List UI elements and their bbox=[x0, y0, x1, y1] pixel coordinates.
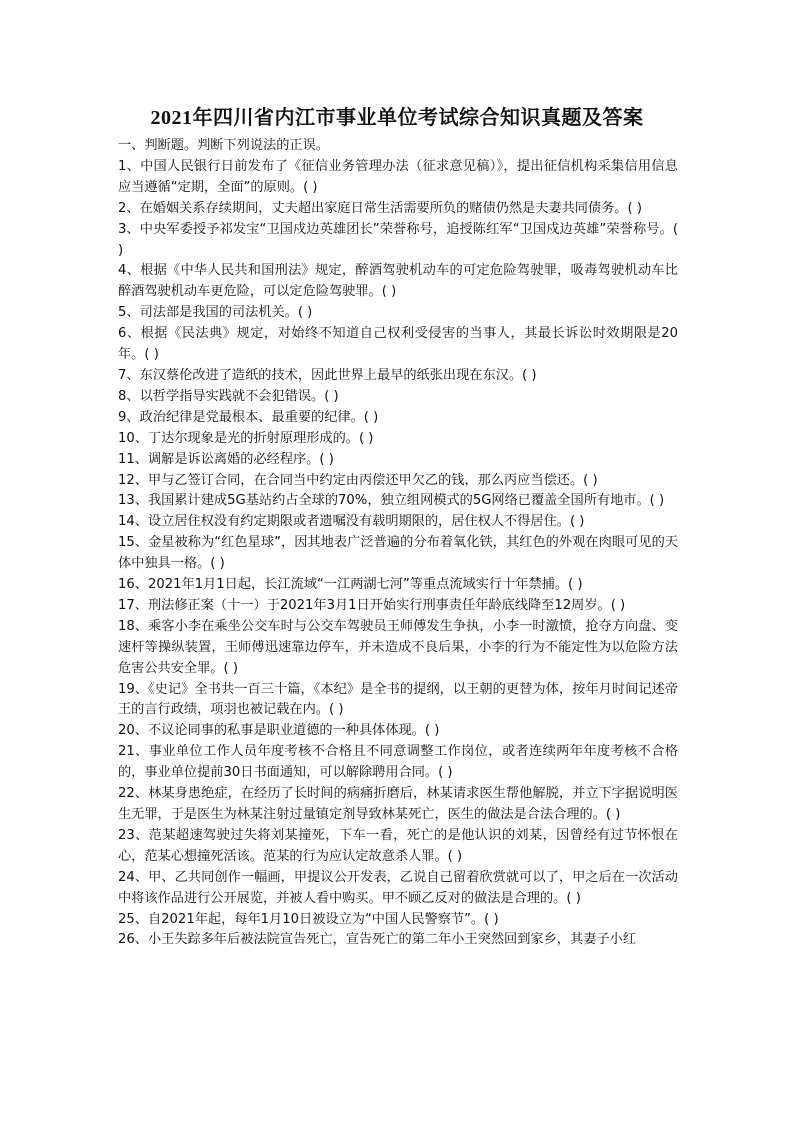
question-14: 14、设立居住权没有约定期限或者遗嘱没有载明期限的，居住权人不得居住。( ) bbox=[118, 514, 585, 530]
question-7: 7、东汉蔡伦改进了造纸的技术，因此世界上最早的纸张出现在东汉。( ) bbox=[118, 367, 537, 383]
question-19: 19、《史记》全书共一百三十篇，《本纪》是全书的提纲，以王朝的更替为体，按年月时间记述帝王的言行政绩，项羽也被记载在内。( ) bbox=[118, 681, 678, 718]
question-16: 16、2021年1月1日起，长江流域“一江两湖七河”等重点流域实行十年禁捕。( ) bbox=[118, 577, 583, 593]
question-26: 26、小王失踪多年后被法院宣告死亡，宣告死亡的第二年小王突然回到家乡，其妻子小红 bbox=[118, 932, 636, 948]
question-13: 13、我国累计建成5G基站约占全球的70%，独立组网模式的5G网络已覆盖全国所有地市。( ) bbox=[118, 493, 665, 509]
question-25: 25、自2021年起，每年1月10日被设立为“中国人民警察节”。( ) bbox=[118, 911, 499, 927]
question-6: 6、根据《民法典》规定，对始终不知道自己权利受侵害的当事人，其最长诉讼时效期限是20年。( ) bbox=[118, 326, 678, 363]
question-23: 23、范某超速驾驶过失将刘某撞死，下车一看，死亡的是他认识的刘某，因曾经有过节怀恨在心，范某心想撞死活该。范某的行为应认定故意杀人罪。( ) bbox=[118, 827, 678, 864]
question-9: 9、政治纪律是党最根本、最重要的纪律。( ) bbox=[118, 409, 379, 425]
question-15: 15、金星被称为“红色星球”，因其地表广泛普遍的分布着氧化铁，其红色的外观在肉眼可见的天体中独具一格。( ) bbox=[118, 535, 678, 572]
question-22: 22、林某身患绝症，在经历了长时间的病痛折磨后，林某请求医生帮他解脱，并立下字据说明医生无罪，于是医生为林某注射过量镇定剂导致林某死亡，医生的做法是合法合理的。( ) bbox=[118, 786, 678, 822]
question-2: 2、在婚姻关系存续期间，丈夫超出家庭日常生活需要所负的赌债仍然是夫妻共同债务。( ) bbox=[118, 200, 642, 216]
question-8: 8、以哲学指导实践就不会犯错误。( ) bbox=[118, 388, 339, 404]
question-21: 21、事业单位工作人员年度考核不合格且不同意调整工作岗位，或者连续两年年度考核不合格的，事业单位提前30日书面通知，可以解除聘用合同。( ) bbox=[118, 744, 678, 781]
question-5: 5、司法部是我国的司法机关。( ) bbox=[118, 305, 313, 321]
document-body bbox=[118, 136, 678, 951]
question-4: 4、根据《中华人民共和国刑法》规定，醉酒驾驶机动车的可定危险驾驶罪，吸毒驾驶机动车比醉酒驾驶机动车更危险，可以定危险驾驶罪。( ) bbox=[118, 263, 678, 300]
question-17: 17、刑法修正案（十一）于2021年3月1日开始实行刑事责任年龄底线降至12周岁。( ) bbox=[118, 597, 626, 613]
question-20: 20、不议论同事的私事是职业道德的一种具体体现。( ) bbox=[118, 723, 440, 739]
section-heading: 一、判断题。判断下列说法的正误。 bbox=[118, 138, 329, 153]
question-1: 1、中国人民银行日前发布了《征信业务管理办法（征求意见稿）》，提出征信机构采集信用信息应当遵循“定期，全面”的原则。( ) bbox=[118, 158, 678, 195]
question-11: 11、调解是诉讼离婚的必经程序。( ) bbox=[118, 451, 334, 467]
question-18: 18、乘客小李在乘坐公交车时与公交车驾驶员王师傅发生争执，小李一时激愤，抢夺方向盘、变速杆等操纵装置，王师傅迅速靠边停车，并未造成不良后果，小李的行为不能定性为以危险方法危害公共安全罪。( ) bbox=[118, 618, 678, 676]
question-10: 10、丁达尔现象是光的折射原理形成的。( ) bbox=[118, 430, 374, 446]
question-3: 3、中央军委授予祁发宝“卫国戍边英雄团长”荣誉称号，追授陈红军“卫国戍边英雄”荣誉称号。( ) bbox=[118, 221, 678, 258]
document-title: 2021年四川省内江市事业单位考试综合知识真题及答案 bbox=[150, 107, 644, 129]
question-12: 12、甲与乙签订合同，在合同当中约定由丙偿还甲欠乙的钱，那么丙应当偿还。( ) bbox=[118, 472, 598, 488]
question-24: 24、甲、乙共同创作一幅画，甲提议公开发表，乙说自己留着欣赏就可以了，甲之后在一次活动中将该作品进行公开展览，并被人看中购买。甲不顾乙反对的做法是合理的。( ) bbox=[118, 869, 678, 906]
